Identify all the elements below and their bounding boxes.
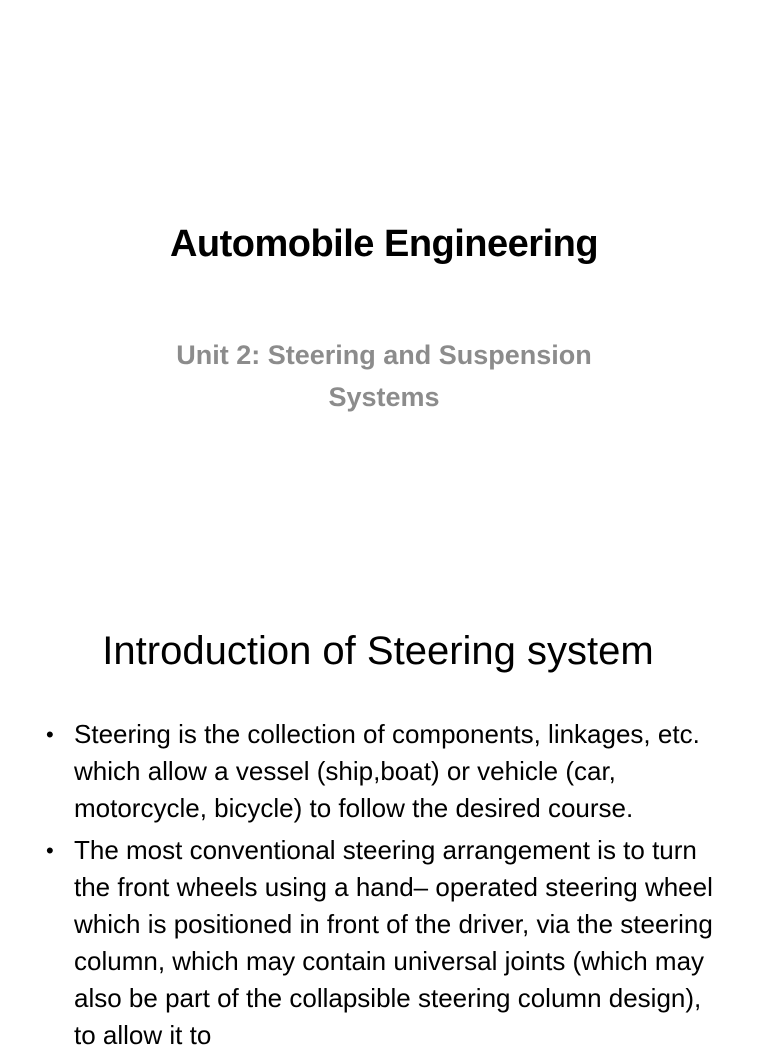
bullet-text: The most conventional steering arrangement is to turn the front wheels using a hand– operated steering wheel which is positioned in front of the driver, via the steering column, which may contain universal joints (which may also be part of the collapsible steering column design), to allow it to xyxy=(74,835,713,1050)
slide-title-heading: Automobile Engineering xyxy=(169,223,599,265)
bullet-list xyxy=(40,716,720,1059)
bullet-icon: • xyxy=(46,838,54,863)
slide-subtitle: Unit 2: Steering and Suspension Systems xyxy=(176,340,592,412)
slide-introduction xyxy=(0,576,768,1050)
bullet-item xyxy=(40,832,720,1054)
bullet-item xyxy=(40,716,720,827)
bullet-text: Steering is the collection of components, linkages, etc. which allow a vessel (ship,boat) or vehicle (car, motorcycle, bicycle) to follow the desired course. xyxy=(74,719,700,823)
bullet-icon: • xyxy=(46,722,54,747)
slide-heading: Introduction of Steering system xyxy=(102,629,654,673)
